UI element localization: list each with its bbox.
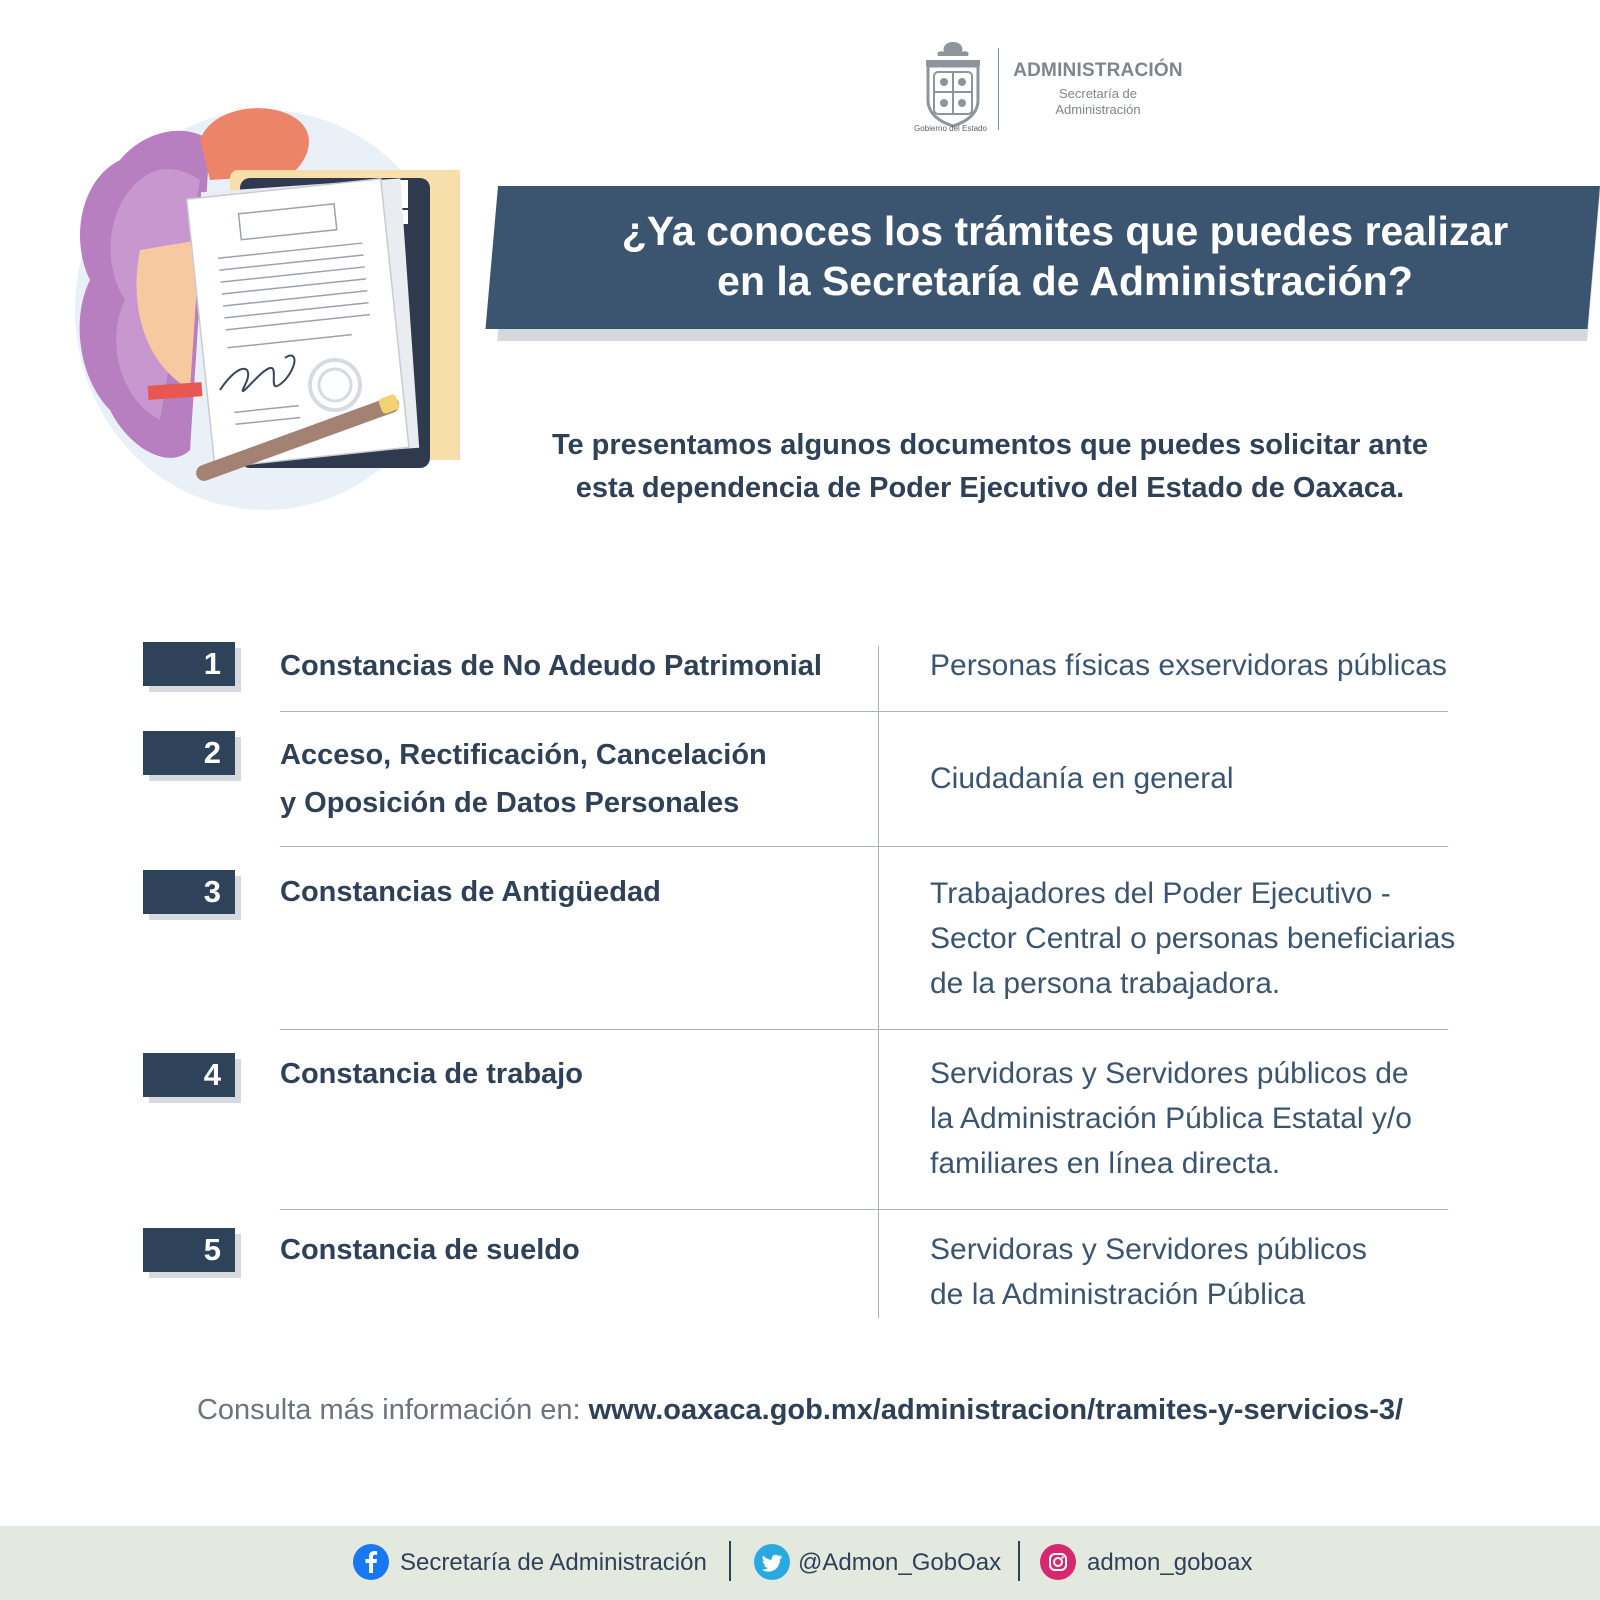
instagram-handle[interactable]: admon_goboax bbox=[1087, 1549, 1253, 1576]
row-divider bbox=[280, 846, 1448, 847]
procedure-title bbox=[280, 731, 840, 827]
organization-subtitle-2: Administración bbox=[1055, 102, 1141, 117]
procedure-audience-line-1: Servidoras y Servidores públicos de bbox=[930, 1057, 1409, 1090]
procedure-title bbox=[280, 1050, 840, 1098]
facebook-icon[interactable] bbox=[353, 1544, 389, 1580]
organization-name bbox=[1010, 60, 1186, 118]
procedure-number: 5 bbox=[143, 1228, 235, 1272]
procedure-number: 3 bbox=[143, 870, 235, 914]
row-divider bbox=[280, 1209, 1448, 1210]
procedure-audience-line-1: Servidoras y Servidores públicos bbox=[930, 1233, 1367, 1266]
procedure-title-line-1: Constancia de trabajo bbox=[280, 1058, 583, 1090]
organization-subtitle-1: Secretaría de bbox=[1058, 86, 1138, 101]
procedure-audience-line-2: la Administración Pública Estatal y/o bbox=[930, 1102, 1412, 1135]
organization-title: ADMINISTRACIÓN bbox=[1013, 60, 1183, 81]
procedure-number: 1 bbox=[143, 642, 235, 686]
intro-line-1: Te presentamos algunos documentos que puedes solicitar ante bbox=[551, 429, 1429, 461]
page-title bbox=[560, 206, 1570, 306]
intro-line-2: esta dependencia de Poder Ejecutivo del Estado de Oaxaca. bbox=[575, 472, 1405, 504]
page-title-line-1: ¿Ya conoces los trámites que puedes realizar bbox=[621, 208, 1509, 254]
more-info-link[interactable]: www.oaxaca.gob.mx/administracion/tramites-y-servicios-3/ bbox=[588, 1394, 1404, 1426]
twitter-handle[interactable]: @Admon_GobOax bbox=[798, 1549, 1002, 1576]
procedure-audience bbox=[930, 756, 1470, 801]
government-label: Gobierno del Estado bbox=[914, 124, 987, 133]
procedure-audience bbox=[930, 643, 1470, 688]
procedure-title bbox=[280, 868, 840, 916]
footer-separator bbox=[729, 1541, 731, 1581]
procedure-title-line-1: Acceso, Rectificación, Cancelación bbox=[280, 739, 767, 771]
footer-separator bbox=[1018, 1541, 1020, 1581]
procedure-title-line-1: Constancias de Antigüedad bbox=[280, 876, 661, 908]
page-title-line-2: en la Secretaría de Administración? bbox=[717, 258, 1413, 304]
table-column-divider bbox=[878, 646, 879, 1318]
more-info bbox=[150, 1390, 1450, 1430]
procedure-title-line-1: Constancias de No Adeudo Patrimonial bbox=[280, 650, 822, 682]
procedure-audience-line-3: de la persona trabajadora. bbox=[930, 967, 1281, 1000]
procedure-audience-line-3: familiares en línea directa. bbox=[930, 1147, 1281, 1180]
procedure-title bbox=[280, 642, 840, 690]
procedure-audience-line-2: de la Administración Pública bbox=[930, 1278, 1306, 1311]
government-logo bbox=[914, 38, 1198, 138]
procedure-title-line-1: Constancia de sueldo bbox=[280, 1234, 580, 1266]
procedure-audience-line-2: Sector Central o personas beneficiarias bbox=[930, 922, 1456, 955]
facebook-handle[interactable]: Secretaría de Administración bbox=[400, 1549, 707, 1576]
more-info-label: Consulta más información en: bbox=[196, 1394, 589, 1426]
procedure-title-line-2: y Oposición de Datos Personales bbox=[280, 787, 740, 819]
procedure-audience bbox=[930, 871, 1470, 1006]
row-divider bbox=[280, 1029, 1448, 1030]
procedure-audience-line-1: Ciudadanía en general bbox=[930, 762, 1234, 795]
twitter-icon[interactable] bbox=[754, 1544, 790, 1580]
intro-text bbox=[520, 424, 1460, 510]
procedure-number: 4 bbox=[143, 1053, 235, 1097]
procedure-audience-line-1: Trabajadores del Poder Ejecutivo - bbox=[930, 877, 1391, 910]
state-seal-icon bbox=[918, 38, 988, 138]
row-divider bbox=[280, 711, 1448, 712]
logo-divider bbox=[998, 48, 999, 130]
procedure-title bbox=[280, 1226, 840, 1274]
document-illustration bbox=[60, 100, 460, 510]
procedure-audience bbox=[930, 1051, 1470, 1186]
instagram-icon[interactable] bbox=[1040, 1544, 1076, 1580]
procedure-audience-line-1: Personas físicas exservidoras públicas bbox=[930, 649, 1447, 682]
procedure-audience bbox=[930, 1227, 1470, 1317]
procedure-number: 2 bbox=[143, 731, 235, 775]
